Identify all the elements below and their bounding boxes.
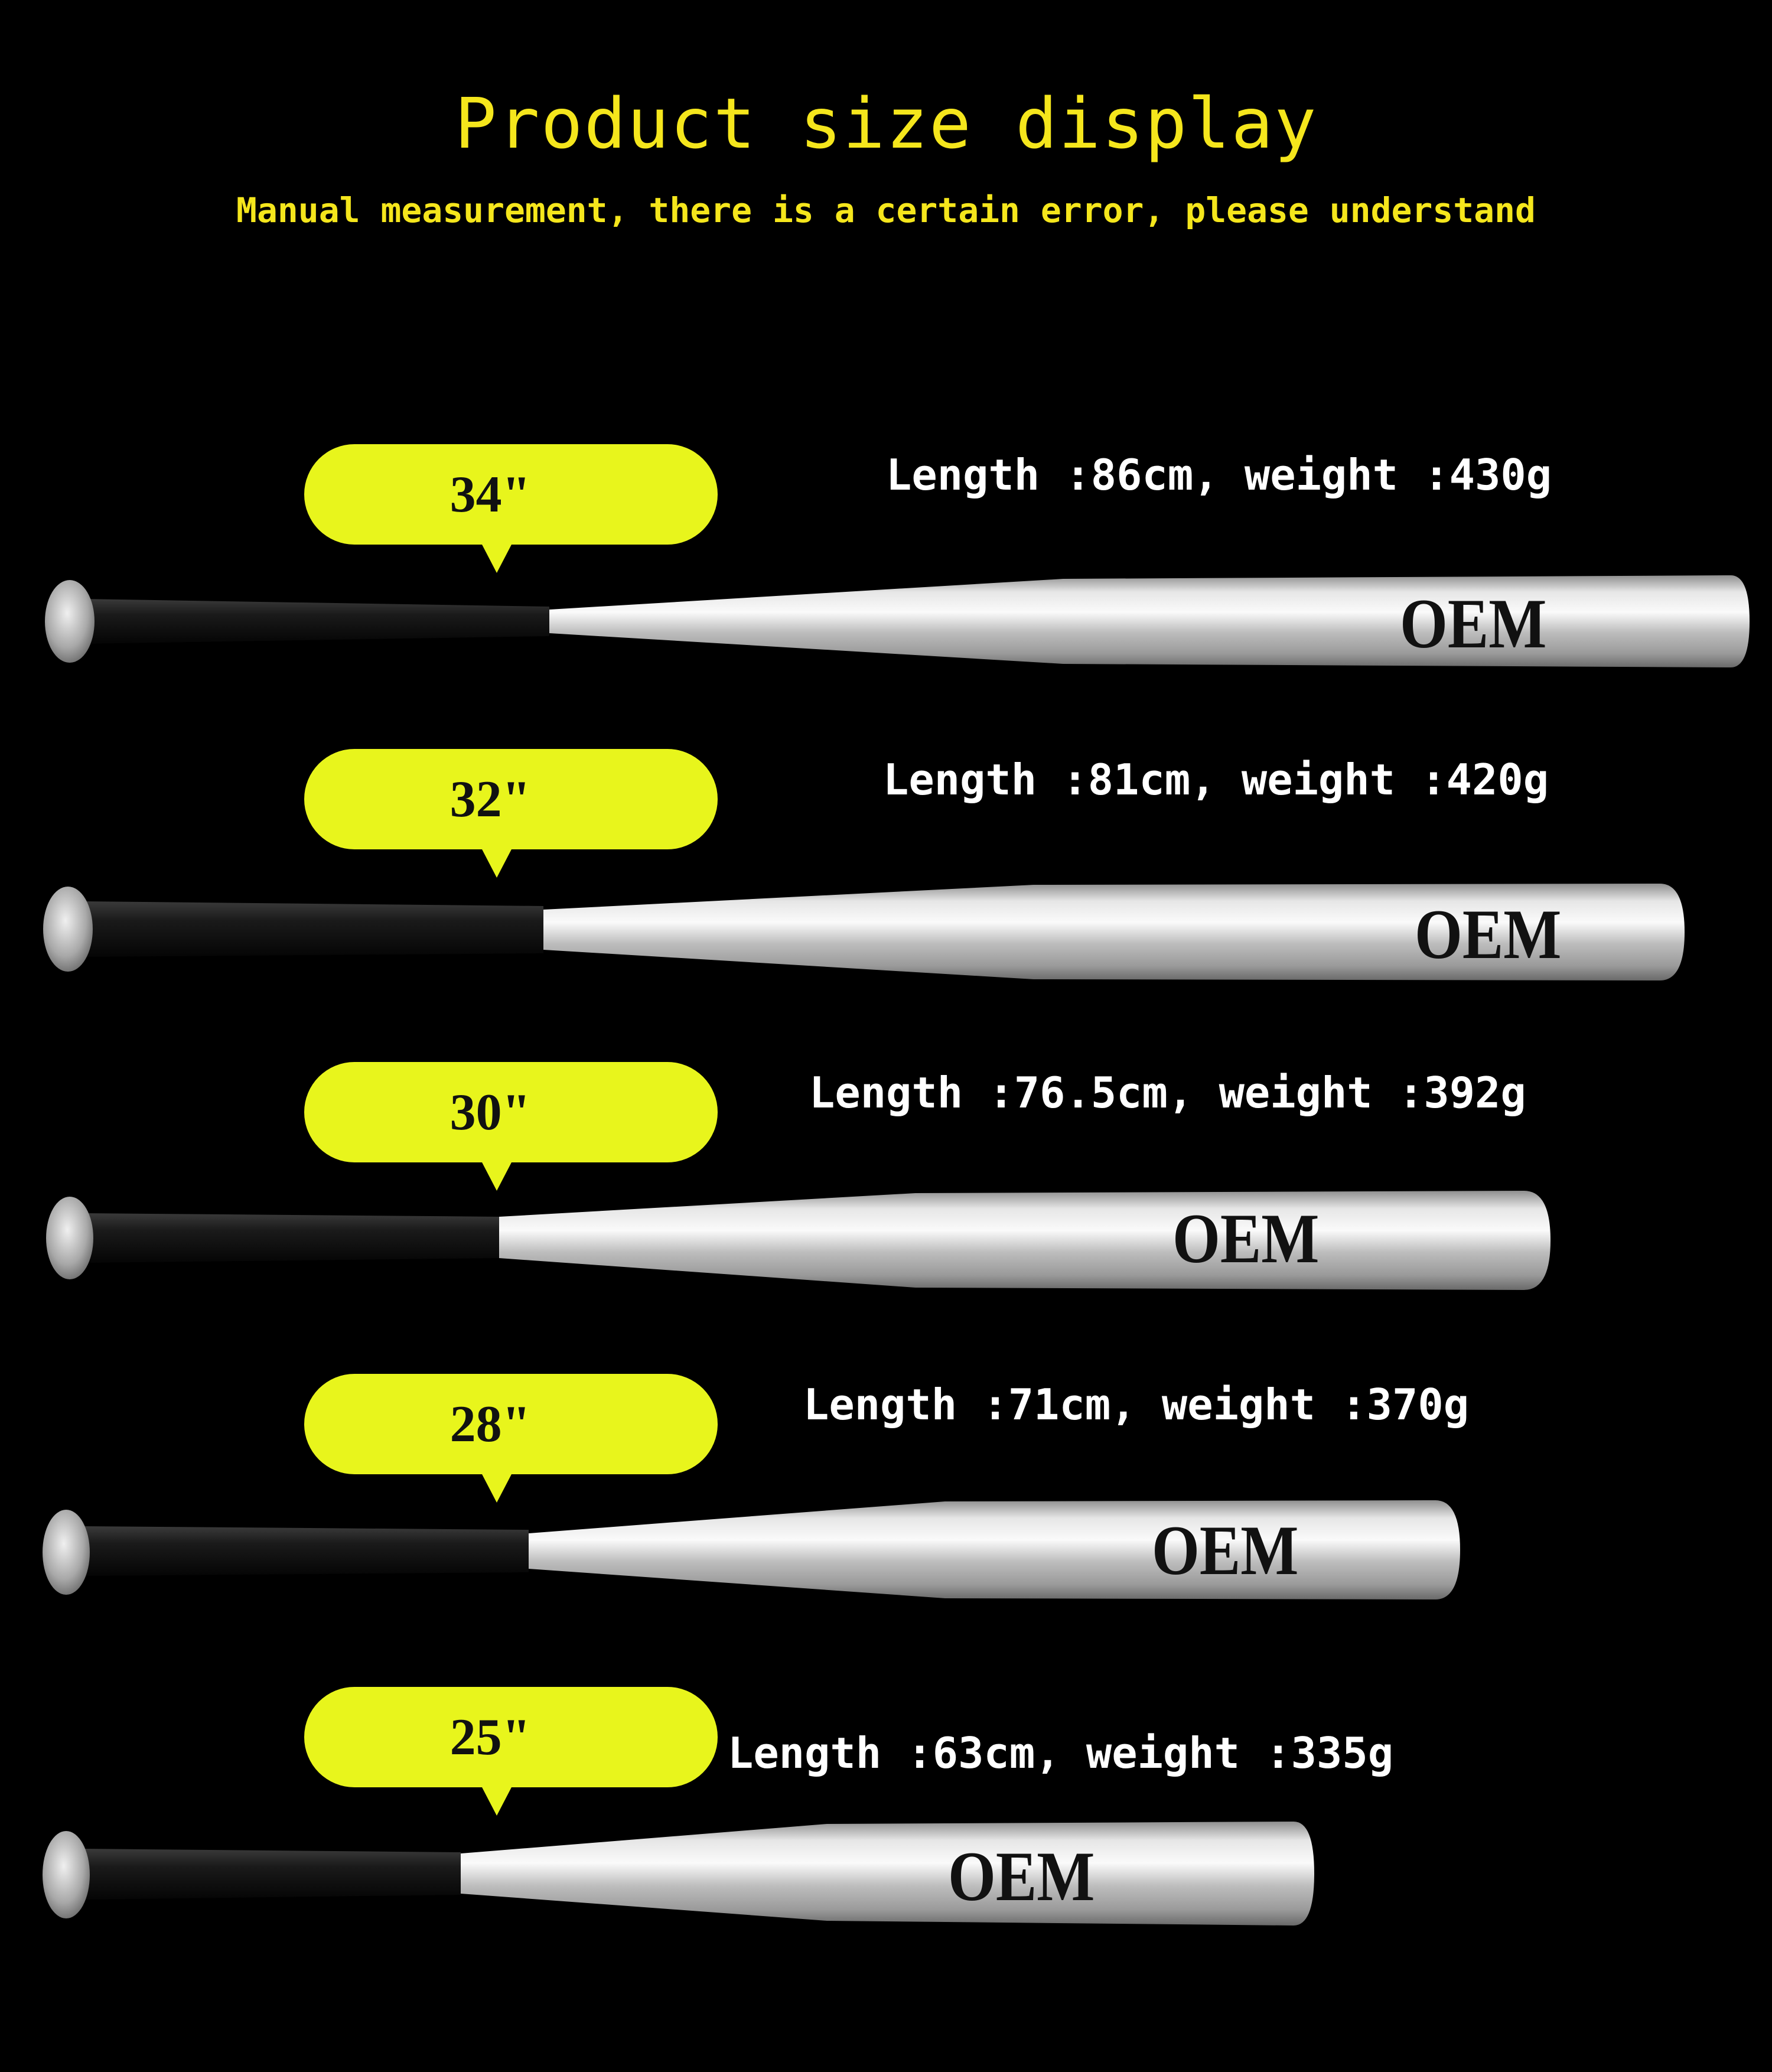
bat-knob bbox=[43, 1831, 90, 1918]
page-title: Product size display bbox=[454, 83, 1318, 164]
bat-row-34 bbox=[0, 444, 1772, 739]
spec-text: Length :86cm, weight :430g bbox=[886, 450, 1552, 500]
bat-knob bbox=[46, 1197, 93, 1279]
bat-grip bbox=[83, 599, 549, 644]
bat-barrel bbox=[549, 575, 1750, 667]
bat-grip bbox=[83, 1849, 461, 1900]
bat-row-25 bbox=[0, 1687, 1772, 1982]
brand-logo: OEM bbox=[948, 1838, 1095, 1916]
bat-grip bbox=[83, 1213, 499, 1263]
brand-logo: OEM bbox=[1400, 585, 1547, 663]
spec-text: Length :81cm, weight :420g bbox=[883, 755, 1549, 804]
bat-image bbox=[0, 1687, 1772, 1982]
bat-knob bbox=[45, 580, 95, 663]
bat-knob bbox=[43, 887, 93, 972]
size-label: 32" bbox=[449, 770, 531, 828]
spec-text: Length :63cm, weight :335g bbox=[728, 1728, 1394, 1778]
brand-logo: OEM bbox=[1152, 1511, 1299, 1590]
bat-grip bbox=[83, 901, 543, 957]
page-subtitle: Manual measurement, there is a certain error, please understand bbox=[236, 190, 1536, 230]
bat-row-30 bbox=[0, 1062, 1772, 1357]
size-label: 30" bbox=[449, 1083, 531, 1141]
bat-barrel bbox=[499, 1191, 1550, 1290]
bat-barrel bbox=[529, 1500, 1460, 1599]
size-label: 25" bbox=[449, 1708, 531, 1766]
bat-row-28 bbox=[0, 1374, 1772, 1669]
bat-row-32 bbox=[0, 749, 1772, 1044]
bat-barrel bbox=[461, 1822, 1314, 1926]
bat-knob bbox=[43, 1510, 90, 1595]
bat-grip bbox=[83, 1526, 529, 1576]
brand-logo: OEM bbox=[1172, 1200, 1320, 1278]
spec-text: Length :76.5cm, weight :392g bbox=[809, 1068, 1526, 1118]
bat-image bbox=[0, 1062, 1772, 1357]
spec-text: Length :71cm, weight :370g bbox=[803, 1380, 1470, 1429]
size-label: 34" bbox=[449, 465, 531, 523]
bat-image bbox=[0, 1374, 1772, 1669]
size-label: 28" bbox=[449, 1395, 531, 1453]
brand-logo: OEM bbox=[1415, 895, 1562, 974]
